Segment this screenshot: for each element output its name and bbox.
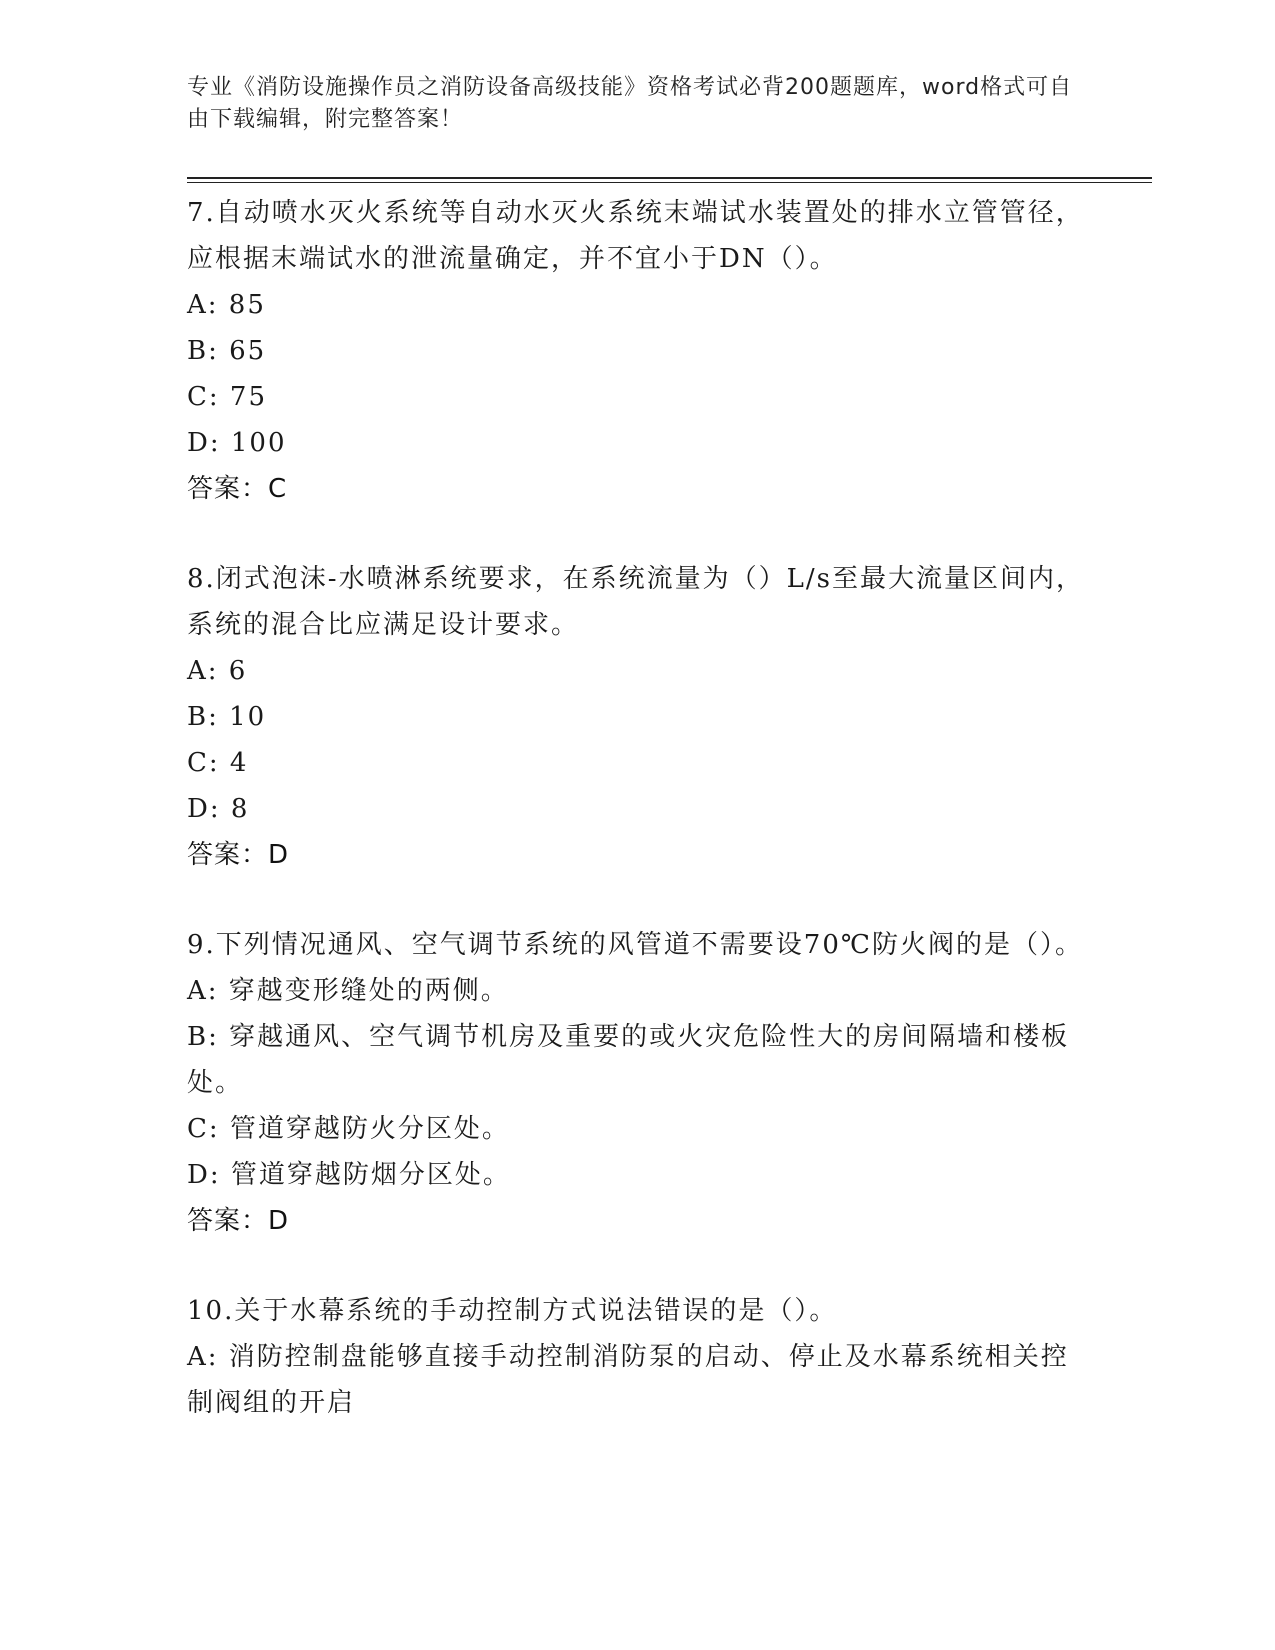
question-list [187, 190, 1087, 1426]
question-block [187, 190, 1087, 512]
option-a: A: 消防控制盘能够直接手动控制消防泵的启动、停止及水幕系统相关控制阀组的开启 [187, 1342, 1069, 1418]
answer-label: 答案：D [187, 1206, 290, 1236]
option-b: B: 10 [187, 702, 267, 732]
option-b: B: 穿越通风、空气调节机房及重要的或火灾危险性大的房间隔墙和楼板处。 [187, 1022, 1070, 1098]
option-c: C: 4 [187, 748, 249, 778]
option-b: B: 65 [187, 336, 267, 366]
option-c: C: 75 [187, 382, 268, 412]
option-a: A: 穿越变形缝处的两侧。 [187, 976, 509, 1006]
question-stem: 7.自动喷水灭火系统等自动水灭火系统末端试水装置处的排水立管管径，应根据末端试水的泄流量确定，并不宜小于DN（）。 [187, 198, 1084, 274]
question-block [187, 922, 1087, 1244]
question-block [187, 1288, 1087, 1426]
option-d: D: 管道穿越防烟分区处。 [187, 1160, 511, 1190]
option-d: D: 100 [187, 428, 287, 458]
question-stem: 10.关于水幕系统的手动控制方式说法错误的是（）。 [187, 1296, 838, 1326]
question-stem: 9.下列情况通风、空气调节系统的风管道不需要设70℃防火阀的是（）。 [187, 930, 1083, 960]
option-a: A: 6 [187, 656, 248, 686]
option-c: C: 管道穿越防火分区处。 [187, 1114, 510, 1144]
question-stem: 8.闭式泡沫-水喷淋系统要求，在系统流量为（）L/s至最大流量区间内，系统的混合比应满足设计要求。 [187, 564, 1084, 640]
question-block [187, 556, 1087, 878]
document-header: 专业《消防设施操作员之消防设备高级技能》资格考试必背200题题库，word格式可自由下载编辑，附完整答案！ [187, 75, 1073, 132]
answer-label: 答案：C [187, 474, 288, 504]
option-d: D: 8 [187, 794, 250, 824]
header-divider-thick [187, 177, 1152, 179]
answer-label: 答案：D [187, 840, 290, 870]
header-divider-thin [187, 182, 1152, 183]
option-a: A: 85 [187, 290, 266, 320]
